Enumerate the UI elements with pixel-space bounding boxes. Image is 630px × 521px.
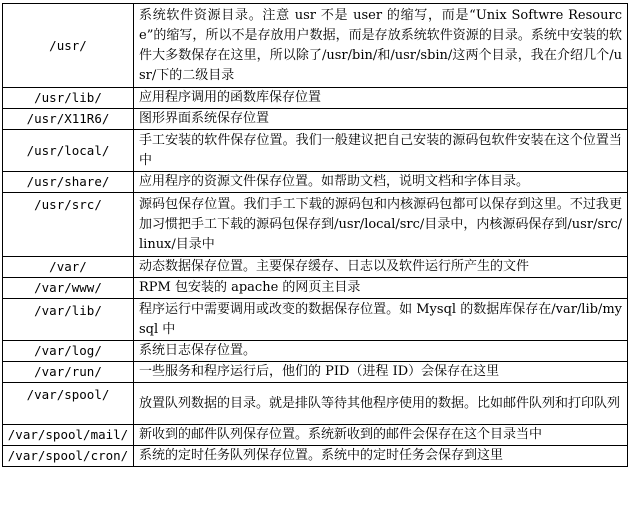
dir-description: 程序运行中需要调用或改变的数据保存位置。如 Mysql 的数据库保存在/var/lib/mysql 中 bbox=[134, 299, 628, 341]
dir-path: /var/run/ bbox=[3, 362, 134, 383]
dir-path: /var/spool/cron/ bbox=[3, 446, 134, 467]
dir-path: /var/www/ bbox=[3, 278, 134, 299]
dir-description: 手工安装的软件保存位置。我们一般建议把自己安装的源码包软件安装在这个位置当中 bbox=[134, 130, 628, 172]
dir-description: 新收到的邮件队列保存位置。系统新收到的邮件会保存在这个目录当中 bbox=[134, 425, 628, 446]
dir-description: 应用程序调用的函数库保存位置 bbox=[134, 88, 628, 109]
table-row bbox=[3, 446, 628, 467]
dir-description: 源码包保存位置。我们手工下载的源码包和内核源码包都可以保存到这里。不过我更加习惯把手工下载的源码包保存到/usr/local/src/目录中，内核源码保存到/usr/src/linux/目录中 bbox=[134, 193, 628, 257]
directory-table bbox=[2, 3, 628, 467]
table-row bbox=[3, 383, 628, 425]
dir-path: /usr/lib/ bbox=[3, 88, 134, 109]
dir-path: /usr/X11R6/ bbox=[3, 109, 134, 130]
dir-path: /var/log/ bbox=[3, 341, 134, 362]
dir-path: /usr/ bbox=[3, 4, 134, 88]
dir-description: 系统软件资源目录。注意 usr 不是 user 的缩写，而是“Unix Softwre Resource”的缩写，所以不是存放用户数据，而是存放系统软件资源的目录。系统中安装的软件大多数保存在这里，所以除了/usr/bin/和/usr/sbin/这两个目录，我在介绍几个/usr/下的二级目录 bbox=[134, 4, 628, 88]
table-row bbox=[3, 130, 628, 172]
dir-description: 应用程序的资源文件保存位置。如帮助文档，说明文档和字体目录。 bbox=[134, 172, 628, 193]
table-row bbox=[3, 4, 628, 88]
table-row bbox=[3, 299, 628, 341]
dir-description: RPM 包安装的 apache 的网页主目录 bbox=[134, 278, 628, 299]
table-row bbox=[3, 88, 628, 109]
table-row bbox=[3, 425, 628, 446]
table-row bbox=[3, 362, 628, 383]
dir-path: /usr/src/ bbox=[3, 193, 134, 257]
table-row bbox=[3, 341, 628, 362]
dir-description: 一些服务和程序运行后，他们的 PID（进程 ID）会保存在这里 bbox=[134, 362, 628, 383]
table-row bbox=[3, 193, 628, 257]
dir-path: /var/spool/ bbox=[3, 383, 134, 425]
dir-description: 图形界面系统保存位置 bbox=[134, 109, 628, 130]
table-row bbox=[3, 172, 628, 193]
dir-path: /var/ bbox=[3, 257, 134, 278]
dir-path: /var/spool/mail/ bbox=[3, 425, 134, 446]
dir-path: /usr/local/ bbox=[3, 130, 134, 172]
dir-path: /usr/share/ bbox=[3, 172, 134, 193]
table-row bbox=[3, 109, 628, 130]
dir-description: 放置队列数据的目录。就是排队等待其他程序使用的数据。比如邮件队列和打印队列 bbox=[134, 383, 628, 425]
dir-description: 系统日志保存位置。 bbox=[134, 341, 628, 362]
table-row bbox=[3, 278, 628, 299]
dir-description: 动态数据保存位置。主要保存缓存、日志以及软件运行所产生的文件 bbox=[134, 257, 628, 278]
dir-description: 系统的定时任务队列保存位置。系统中的定时任务会保存到这里 bbox=[134, 446, 628, 467]
directory-table-body bbox=[3, 4, 628, 467]
table-row bbox=[3, 257, 628, 278]
dir-path: /var/lib/ bbox=[3, 299, 134, 341]
